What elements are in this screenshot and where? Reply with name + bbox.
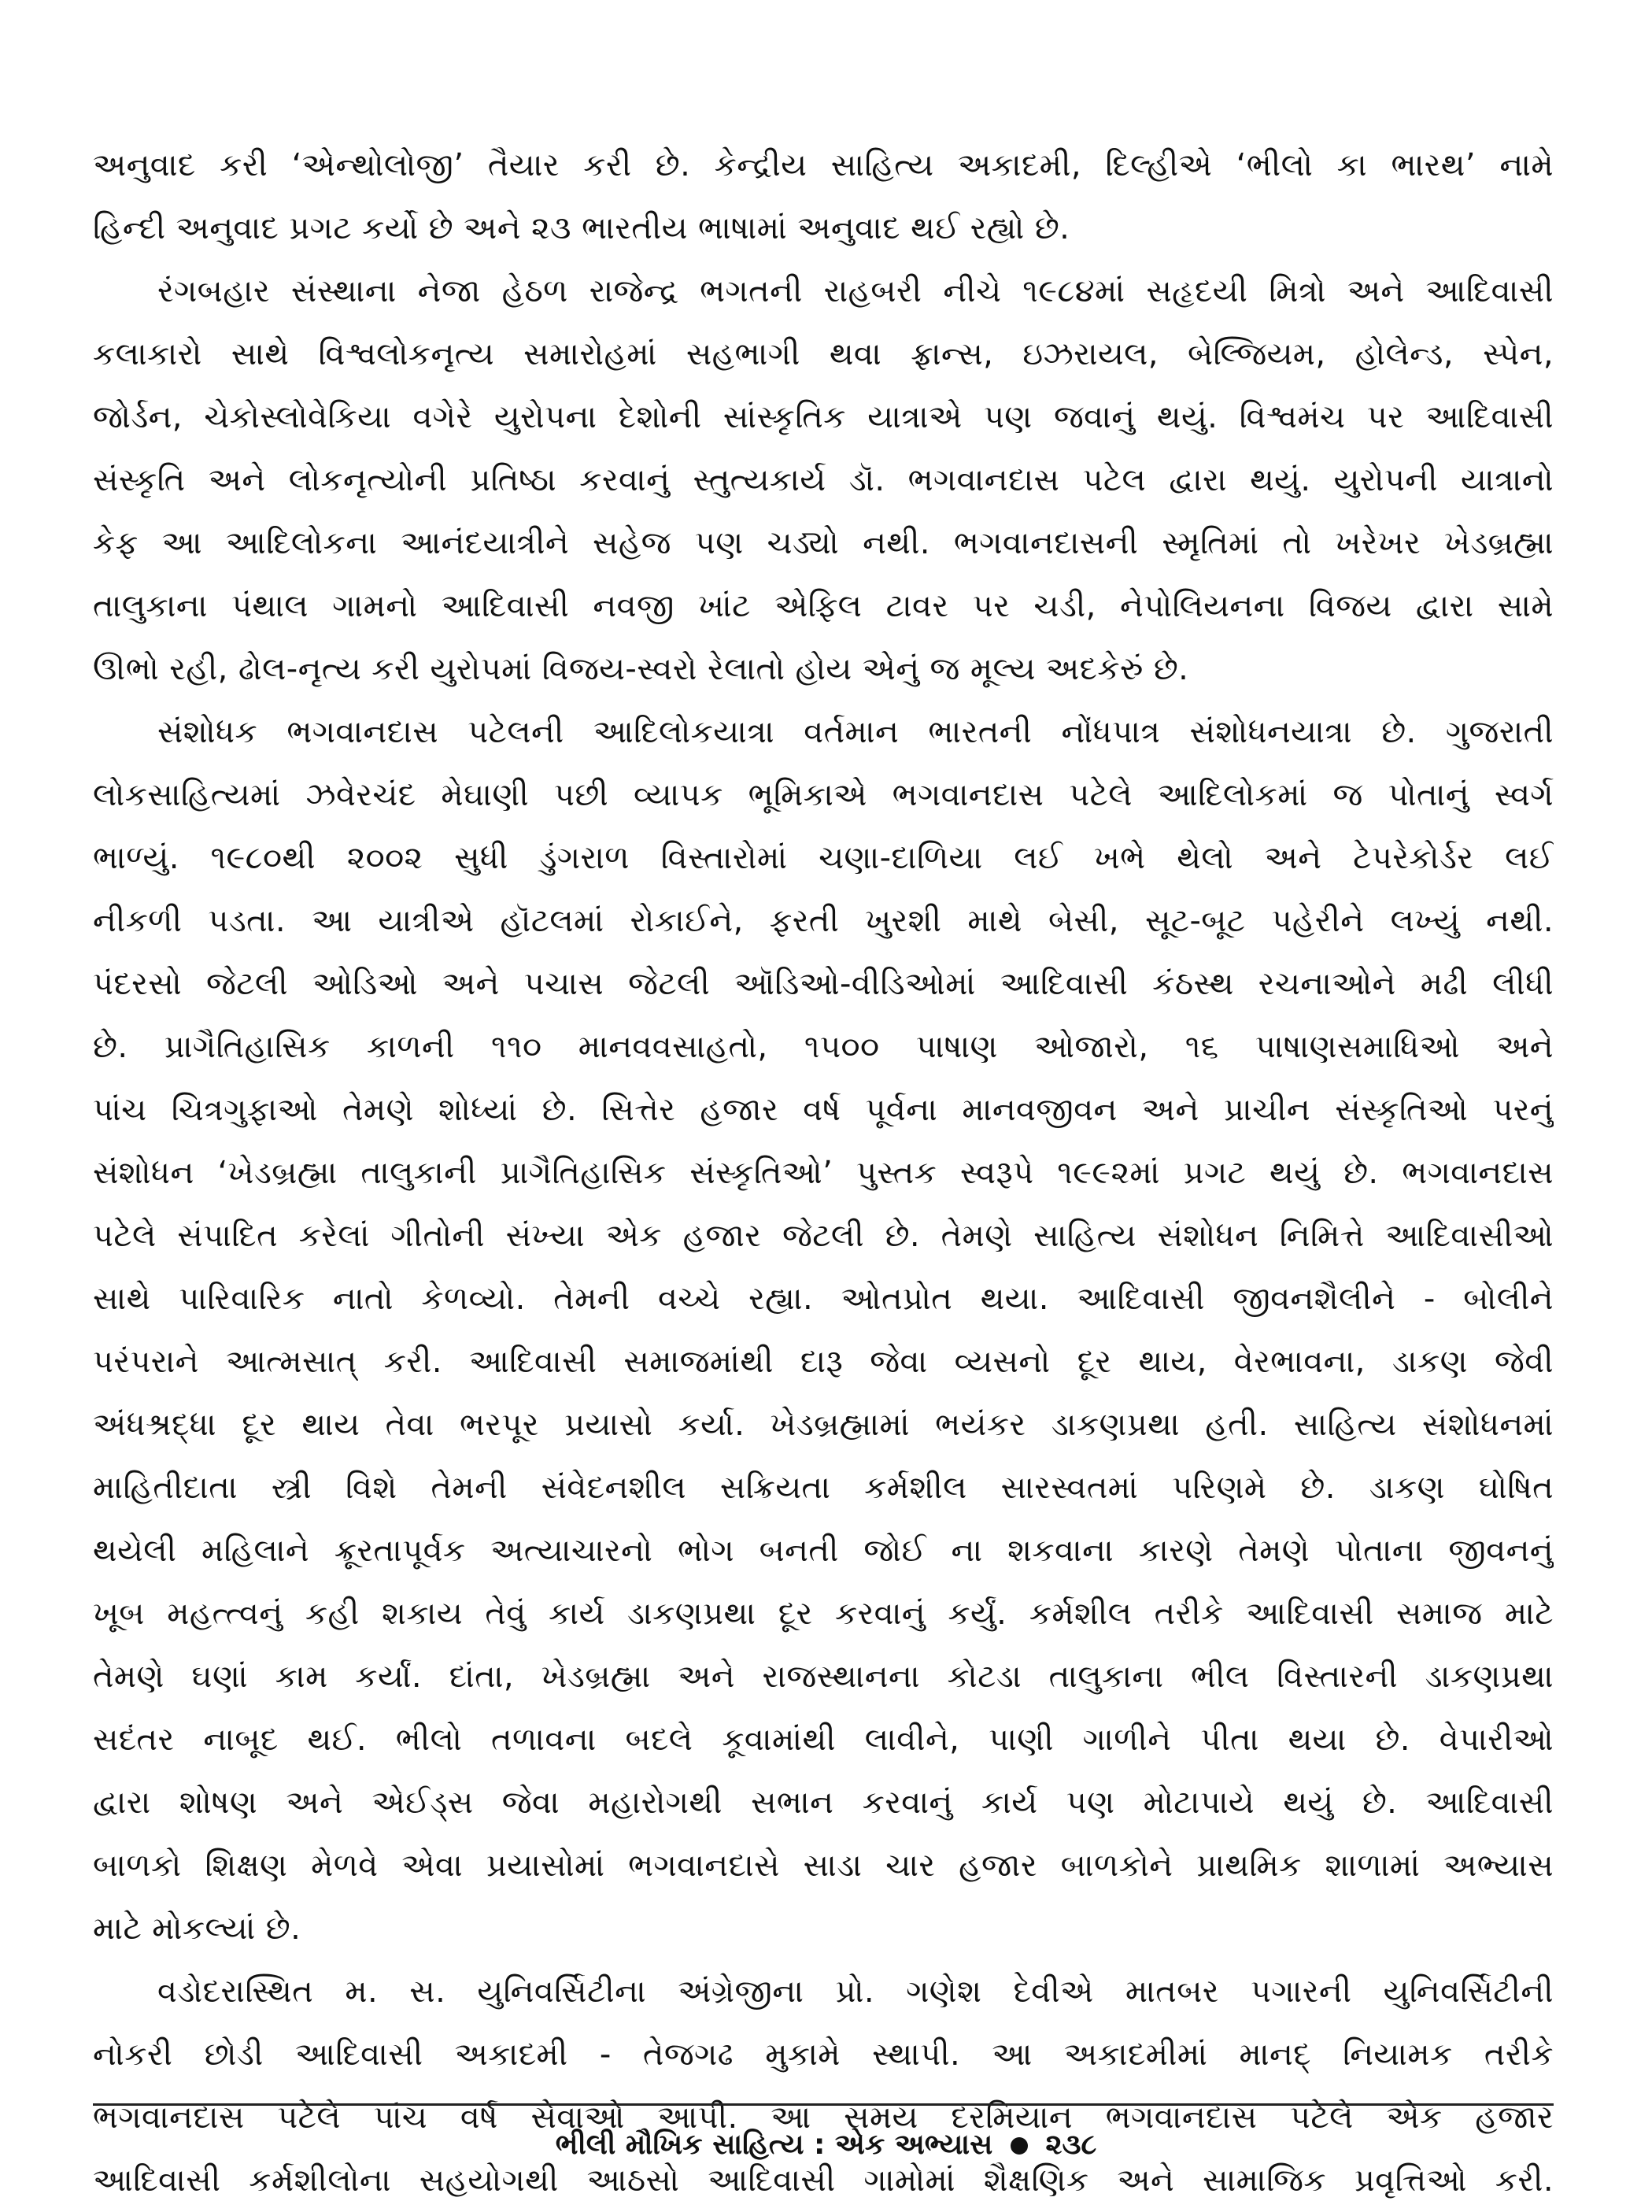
text-line: જોર્ડન, ચેકોસ્લોવેકિયા વગેરે યુરોપના દેશોની સાંસ્કૃતિક યાત્રાએ પણ જવાનું થયું. વિશ્વમંચ પર આદિવાસી [93,399,1554,435]
text-line: પાંચ ચિત્રગુફાઓ તેમણે શોધ્યાં છે. સિત્તેર હજાર વર્ષ પૂર્વના માનવજીવન અને પ્રાચીન સંસ્કૃતિઓ પરનું [93,1092,1554,1128]
text-line: નીકળી પડતા. આ યાત્રીએ હૉટલમાં રોકાઈને, ફરતી ખુરશી માથે બેસી, સૂટ-બૂટ પહેરીને લખ્યું નથી. [93,903,1554,939]
text-line: ખૂબ મહત્ત્વનું કહી શકાય તેવું કાર્ય ડાકણપ્રથા દૂર કરવાનું કર્યું. કર્મશીલ તરીકે આદિવાસી સમાજ માટે [93,1596,1554,1632]
text-line: દ્વારા શોષણ અને એઈડ્સ જેવા મહારોગથી સભાન કરવાનું કાર્ય પણ મોટાપાયે થયું છે. આદિવાસી [93,1785,1554,1821]
text-line: સંસ્કૃતિ અને લોકનૃત્યોની પ્રતિષ્ઠા કરવાનું સ્તુત્યકાર્ય ડૉ. ભગવાનદાસ પટેલ દ્વારા થયું. યુરોપની યાત્રાનો [93,462,1554,498]
text-line: ભાળ્યું. ૧૯૮૦થી ૨૦૦૨ સુધી ડુંગરાળ વિસ્તારોમાં ચણા-દાળિયા લઈ ખભે થેલો અને ટેપરેકોર્ડર લઈ [93,840,1554,876]
text-line: માહિતીદાતા સ્ત્રી વિશે તેમની સંવેદનશીલ સક્રિયતા કર્મશીલ સારસ્વતમાં પરિણમે છે. ડાકણ ઘોષિત [93,1470,1554,1506]
text-line: સાથે પારિવારિક નાતો કેળવ્યો. તેમની વચ્ચે રહ્યા. ઓતપ્રોત થયા. આદિવાસી જીવનશૈલીને - બોલીને [93,1281,1554,1317]
text-line: માટે મોકલ્યાં છે. [93,1911,301,1947]
text-line: પંદરસો જેટલી ઓડિઓ અને પચાસ જેટલી ઑડિઓ-વીડિઓમાં આદિવાસી કંઠસ્થ રચનાઓને મઢી લીધી [93,966,1554,1002]
text-line: ઊભો રહી, ઢોલ-નૃત્ય કરી યુરોપમાં વિજય-સ્વરો રેલાતો હોય એનું જ મૂલ્ય અદકેરું છે. [93,651,1189,687]
text-line: બાળકો શિક્ષણ મેળવે એવા પ્રયાસોમાં ભગવાનદાસે સાડા ચાર હજાર બાળકોને પ્રાથમિક શાળામાં અભ્યાસ [93,1848,1554,1884]
text-line: પટેલે સંપાદિત કરેલાં ગીતોની સંખ્યા એક હજાર જેટલી છે. તેમણે સાહિત્ય સંશોધન નિમિત્તે આદિવાસીઓ [93,1218,1554,1254]
text-line: હિન્દી અનુવાદ પ્રગટ કર્યો છે અને ૨૩ ભારતીય ભાષામાં અનુવાદ થઈ રહ્યો છે. [93,210,1070,246]
text-line: સદંતર નાબૂદ થઈ. ભીલો તળાવના બદલે કૂવામાંથી લાવીને, પાણી ગાળીને પીતા થયા છે. વેપારીઓ [93,1722,1554,1758]
text-line: પરંપરાને આત્મસાત્ કરી. આદિવાસી સમાજમાંથી દારૂ જેવા વ્યસનો દૂર થાય, વેરભાવના, ડાકણ જેવી [93,1344,1554,1380]
page-number: ૨૩૮ [1045,2129,1097,2161]
text-line: અનુવાદ કરી ‘એન્થોલોજી’ તૈયાર કરી છે. કેન્દ્રીય સાહિત્ય અકાદમી, દિલ્હીએ ‘ભીલો કા ભારથ’ નામે [93,147,1554,183]
text-line: વડોદરાસ્થિત મ. સ. યુનિવર્સિટીના અંગ્રેજીના પ્રો. ગણેશ દેવીએ માતબર પગારની યુનિવર્સિટીની [157,1973,1554,2010]
text-line: સંશોધક ભગવાનદાસ પટેલની આદિલોકયાત્રા વર્તમાન ભારતની નોંધપાત્ર સંશોધનયાત્રા છે. ગુજરાતી [157,714,1554,750]
text-line: કેફ આ આદિલોકના આનંદયાત્રીને સહેજ પણ ચડ્યો નથી. ભગવાનદાસની સ્મૃતિમાં તો ખરેખર ખેડબ્રહ્મા [93,525,1554,561]
footer-rule [93,2103,1554,2106]
text-line: અંધશ્રદ્ધા દૂર થાય તેવા ભરપૂર પ્રયાસો કર્યા. ખેડબ્રહ્મામાં ભયંકર ડાકણપ્રથા હતી. સાહિત્ય સંશોધનમાં [93,1407,1554,1443]
text-line: થયેલી મહિલાને ક્રૂરતાપૂર્વક અત્યાચારનો ભોગ બનતી જોઈ ના શકવાના કારણે તેમણે પોતાના જીવનનું [93,1533,1554,1569]
text-line: નોકરી છોડી આદિવાસી અકાદમી - તેજગઢ મુકામે સ્થાપી. આ અકાદમીમાં માનદ્ નિયામક તરીકે [93,2036,1554,2073]
text-line: ભગવાનદાસ પટેલે પાંચ વર્ષ સેવાઓ આપી. આ સમય દરમિયાન ભગવાનદાસ પટેલે એક હજાર [93,2099,1554,2136]
text-line: લોકસાહિત્યમાં ઝવેરચંદ મેઘાણી પછી વ્યાપક ભૂમિકાએ ભગવાનદાસ પટેલે આદિલોકમાં જ પોતાનું સ્વર્ગ [93,777,1554,813]
text-line: તેમણે ઘણાં કામ કર્યાં. દાંતા, ખેડબ્રહ્મા અને રાજસ્થાનના કોટડા તાલુકાના ભીલ વિસ્તારની ડાકણપ્રથા [93,1659,1554,1695]
body-text [93,134,1554,2212]
text-line: સંશોધન ‘ખેડબ્રહ્મા તાલુકાની પ્રાગૈતિહાસિક સંસ્કૃતિઓ’ પુસ્તક સ્વરૂપે ૧૯૯૨માં પ્રગટ થયું છે. ભગવાનદાસ [93,1155,1554,1191]
footer-book-title: ભીલી મૌખિક સાહિત્ય : એક અભ્યાસ [555,2129,993,2161]
bullet-icon [1011,2137,1028,2155]
text-line: આદિવાસી કર્મશીલોના સહયોગથી આઠસો આદિવાસી ગામોમાં શૈક્ષણિક અને સામાજિક પ્રવૃત્તિઓ કરી. [93,2162,1554,2199]
text-line: રંગબહાર સંસ્થાના નેજા હેઠળ રાજેન્દ્ર ભગતની રાહબરી નીચે ૧૯૮૪માં સહૃદયી મિત્રો અને આદિવાસી [157,273,1554,309]
page-footer [0,2125,1652,2165]
text-line: છે. પ્રાગૈતિહાસિક કાળની ૧૧૦ માનવવસાહતો, ૧૫૦૦ પાષાણ ઓજારો, ૧૬ પાષાણસમાધિઓ અને [93,1029,1554,1065]
text-line: તાલુકાના પંથાલ ગામનો આદિવાસી નવજી ખાંટ એફિલ ટાવર પર ચડી, નેપોલિયનના વિજય દ્વારા સામે [93,588,1554,624]
text-line: કલાકારો સાથે વિશ્વલોકનૃત્ય સમારોહમાં સહભાગી થવા ફ્રાન્સ, ઇઝરાયલ, બેલ્જિયમ, હોલેન્ડ, સ્પેન, [93,336,1554,372]
